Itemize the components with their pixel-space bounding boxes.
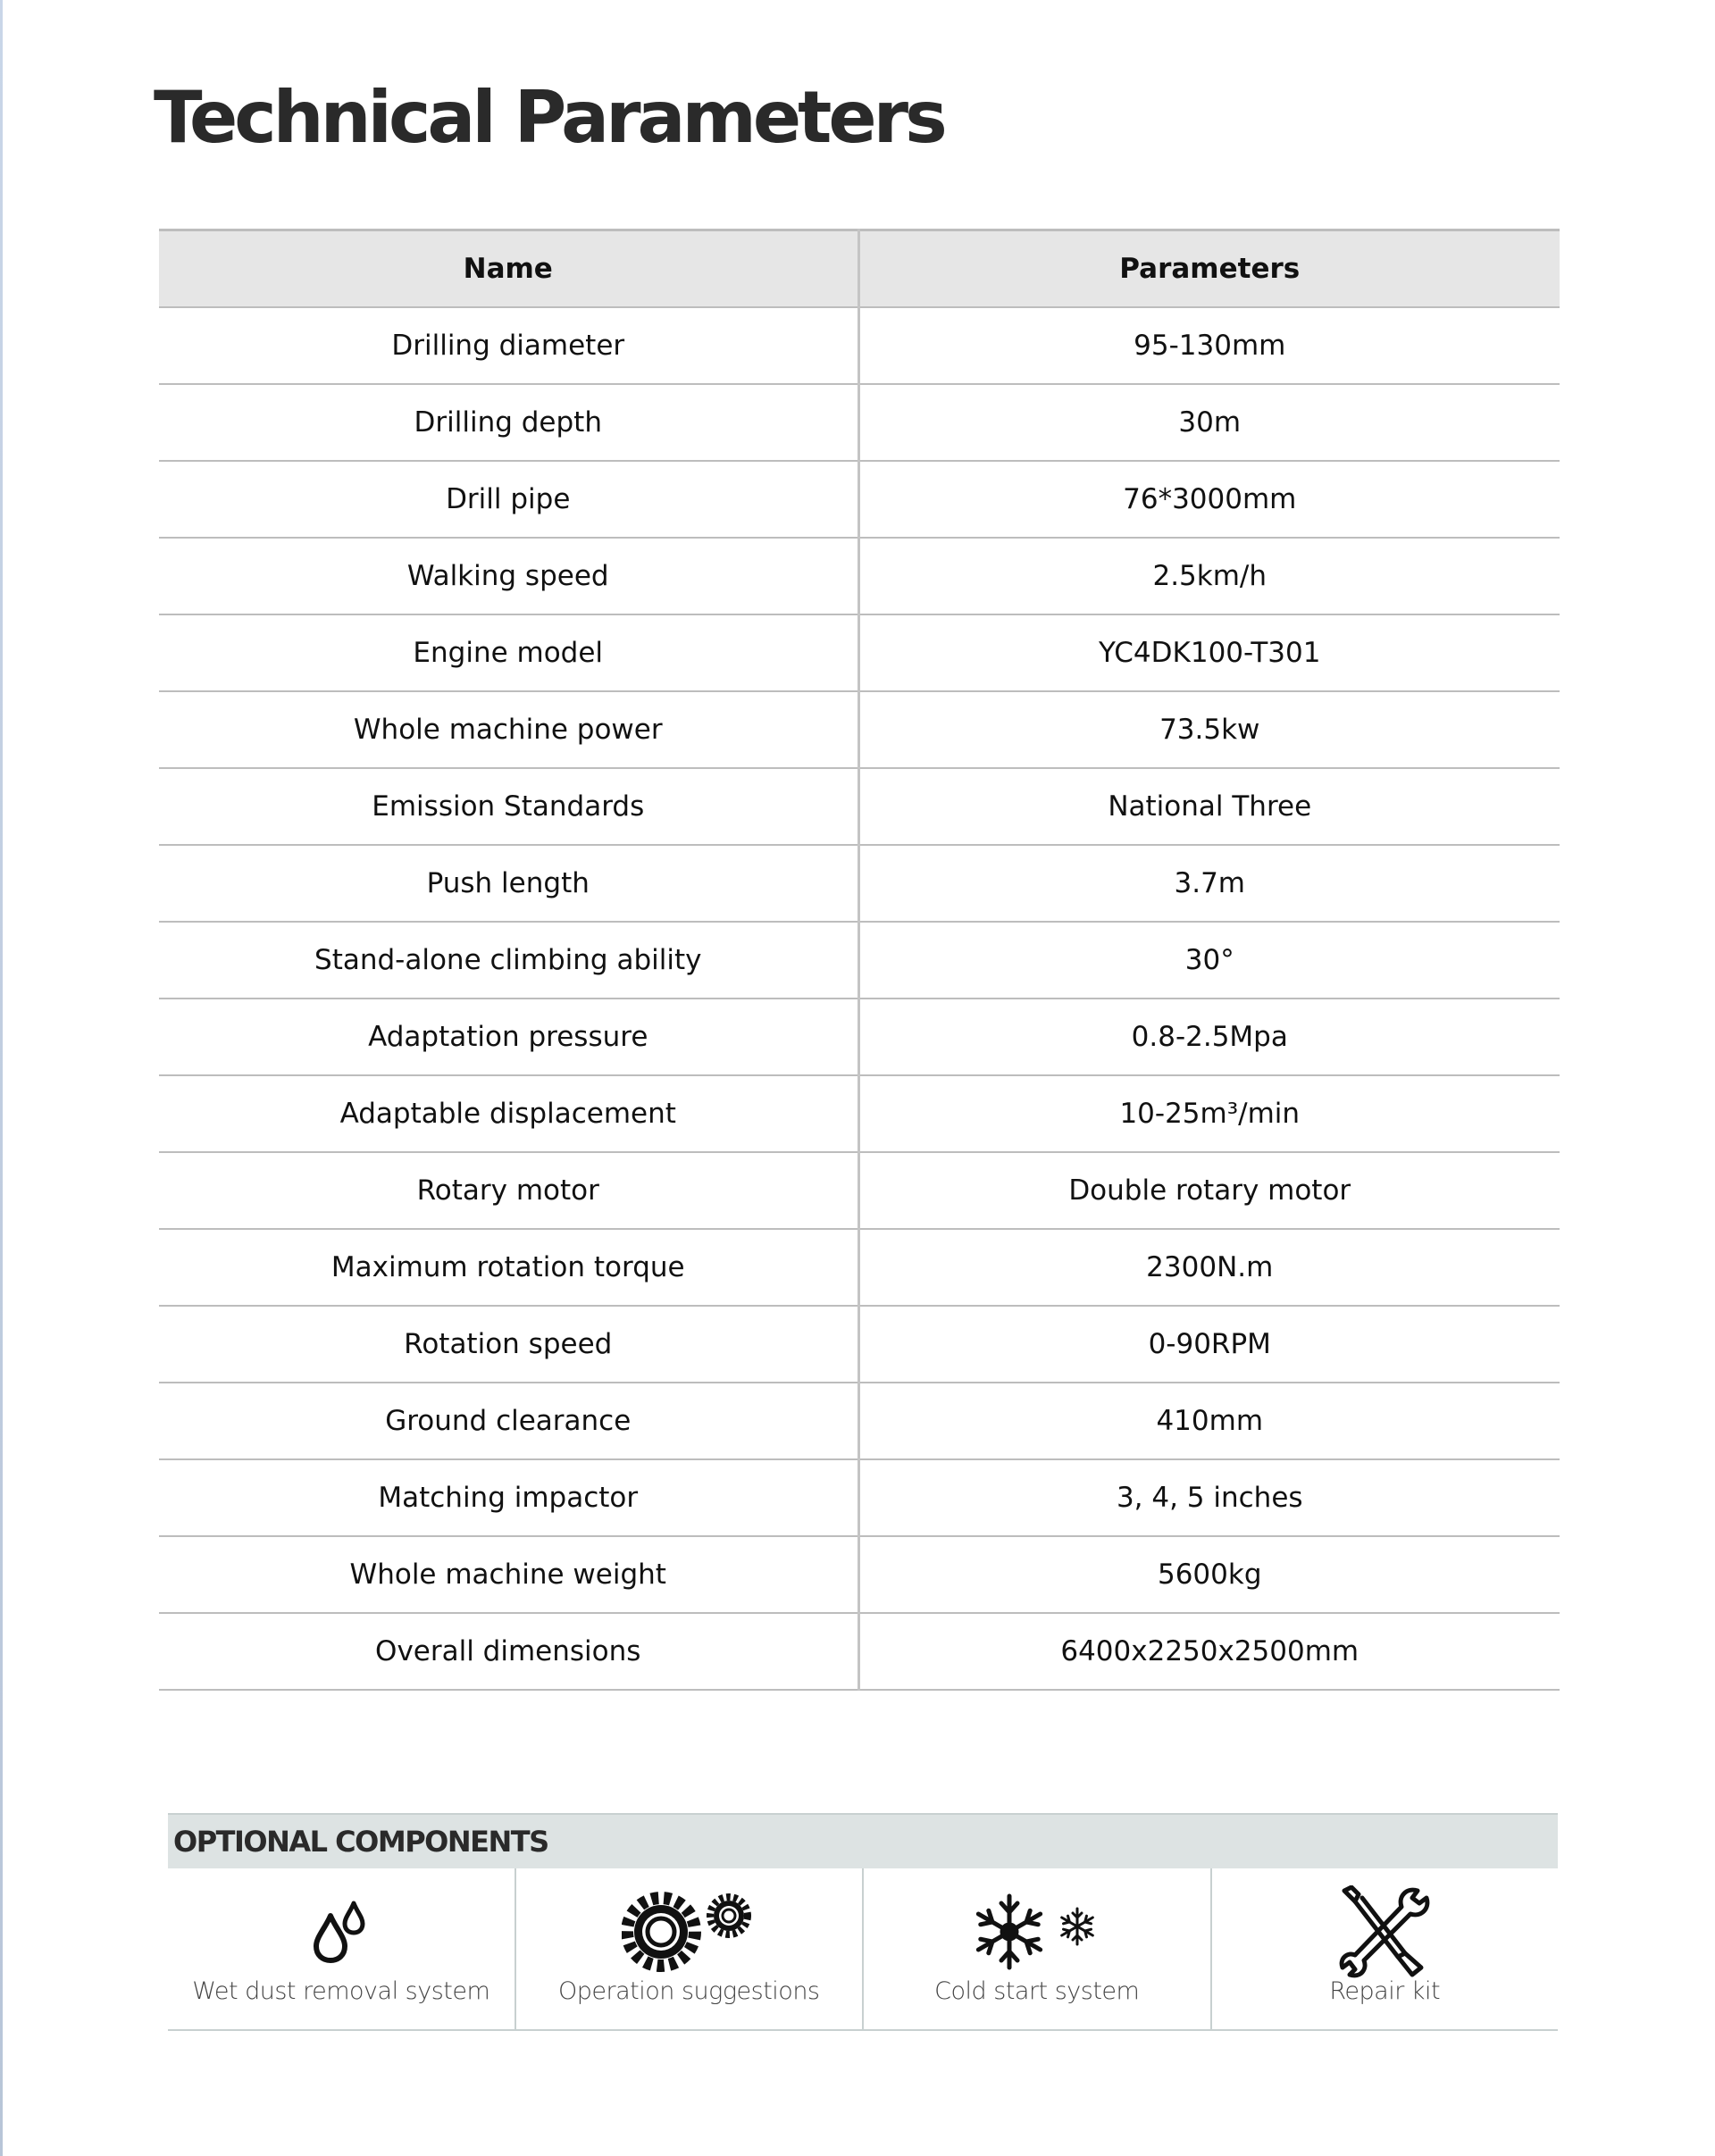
param-value: 0.8-2.5Mpa <box>858 999 1560 1075</box>
table-row <box>159 1459 1560 1536</box>
param-value: 3.7m <box>858 845 1560 922</box>
table-row <box>159 307 1560 384</box>
param-name: Adaptation pressure <box>159 999 858 1075</box>
param-value: National Three <box>858 768 1560 845</box>
param-name: Drilling diameter <box>159 307 858 384</box>
table-row <box>159 1306 1560 1383</box>
param-name: Push length <box>159 845 858 922</box>
param-value: 2300N.m <box>858 1229 1560 1306</box>
optional-item-wet-dust <box>168 1868 516 2029</box>
optional-item-repair-kit <box>1212 1868 1559 2029</box>
page-title: Technical Parameters <box>154 76 944 159</box>
param-value: 6400x2250x2500mm <box>858 1613 1560 1690</box>
param-name: Whole machine weight <box>159 1536 858 1613</box>
param-name: Drilling depth <box>159 384 858 461</box>
table-row <box>159 1229 1560 1306</box>
table-row <box>159 1613 1560 1690</box>
table-row <box>159 1383 1560 1459</box>
param-name: Overall dimensions <box>159 1613 858 1690</box>
table-row <box>159 922 1560 999</box>
snowflake-icon <box>864 1888 1210 1976</box>
optional-components-heading <box>168 1813 1558 1868</box>
param-name: Emission Standards <box>159 768 858 845</box>
table-header-row <box>159 230 1560 308</box>
table-row <box>159 845 1560 922</box>
param-name: Matching impactor <box>159 1459 858 1536</box>
table-row <box>159 1536 1560 1613</box>
optional-item-operation <box>516 1868 865 2029</box>
param-value: 5600kg <box>858 1536 1560 1613</box>
param-name: Engine model <box>159 614 858 691</box>
table-row <box>159 461 1560 538</box>
table-row <box>159 999 1560 1075</box>
param-name: Maximum rotation torque <box>159 1229 858 1306</box>
column-header-parameters: Parameters <box>858 230 1560 308</box>
param-value: 3, 4, 5 inches <box>858 1459 1560 1536</box>
optional-item-label: Repair kit <box>1329 1977 1441 2005</box>
water-drops-icon <box>168 1888 514 1976</box>
param-value: 30m <box>858 384 1560 461</box>
param-value: 410mm <box>858 1383 1560 1459</box>
wrench-screwdriver-icon <box>1212 1888 1559 1976</box>
table-row <box>159 768 1560 845</box>
param-name: Rotary motor <box>159 1152 858 1229</box>
param-name: Whole machine power <box>159 691 858 768</box>
param-name: Walking speed <box>159 538 858 614</box>
param-value: 73.5kw <box>858 691 1560 768</box>
parameters-table <box>159 229 1560 1691</box>
optional-item-label: Cold start system <box>934 1977 1140 2005</box>
table-row <box>159 614 1560 691</box>
param-value: 76*3000mm <box>858 461 1560 538</box>
optional-item-label: Wet dust removal system <box>192 1977 490 2005</box>
table-row <box>159 384 1560 461</box>
param-value: 30° <box>858 922 1560 999</box>
table-row <box>159 691 1560 768</box>
param-value: 0-90RPM <box>858 1306 1560 1383</box>
page-edge <box>0 0 3 2156</box>
param-value: 95-130mm <box>858 307 1560 384</box>
param-name: Ground clearance <box>159 1383 858 1459</box>
param-value: YC4DK100-T301 <box>858 614 1560 691</box>
param-value: Double rotary motor <box>858 1152 1560 1229</box>
optional-item-label: Operation suggestions <box>558 1977 820 2005</box>
column-header-name: Name <box>159 230 858 308</box>
optional-item-cold-start <box>864 1868 1212 2029</box>
param-name: Drill pipe <box>159 461 858 538</box>
param-value: 10-25m³/min <box>858 1075 1560 1152</box>
param-name: Rotation speed <box>159 1306 858 1383</box>
table-row <box>159 1152 1560 1229</box>
gears-icon <box>516 1888 863 1976</box>
optional-components-row <box>168 1868 1558 2031</box>
param-name: Adaptable displacement <box>159 1075 858 1152</box>
table-row <box>159 1075 1560 1152</box>
table-row <box>159 538 1560 614</box>
param-name: Stand-alone climbing ability <box>159 922 858 999</box>
optional-components-title: OPTIONAL COMPONENTS <box>173 1825 548 1859</box>
param-value: 2.5km/h <box>858 538 1560 614</box>
